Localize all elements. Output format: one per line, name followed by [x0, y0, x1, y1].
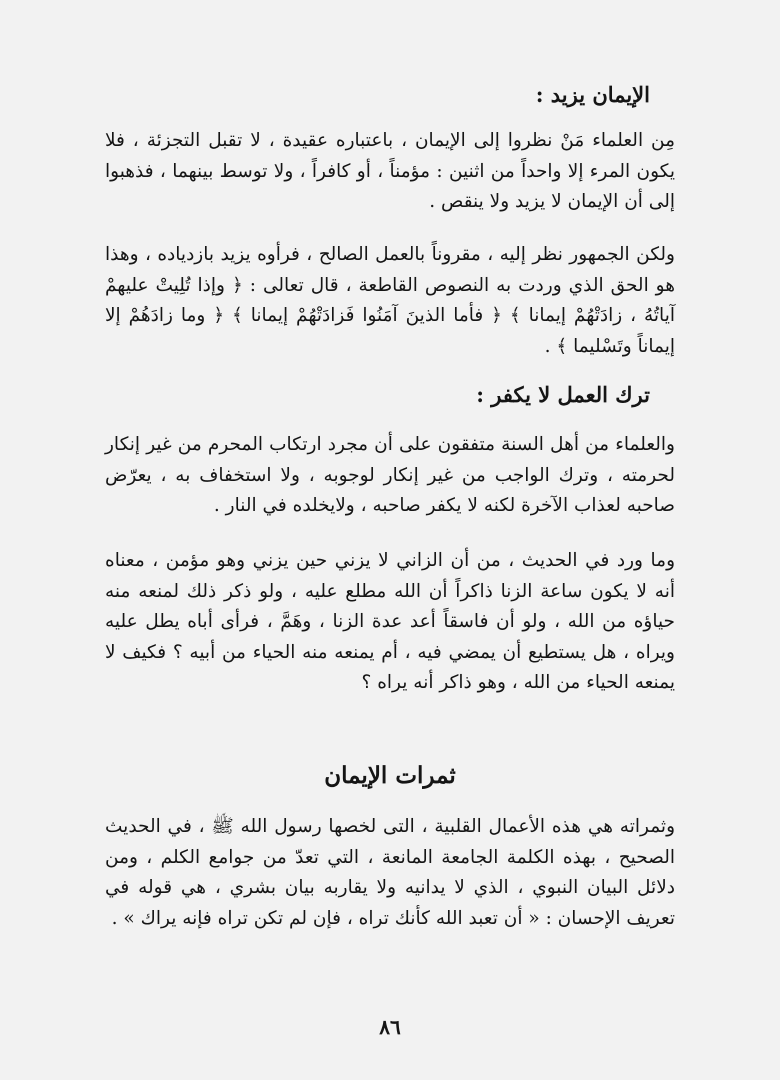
paragraph-scholars-view: مِن العلماء مَنْ نظروا إلى الإيمان ، باعتباره عقيدة ، لا تقبل التجزئة ، فلا يكون المرء إلا واحداً من اثنين : مؤمناً ، أو كافراً ، ولا توسط بينهما ، فذهبوا إلى أن الإيمان لا يزيد ولا ينقص . [105, 130, 675, 212]
paragraph-ahl-sunnah: والعلماء من أهل السنة متفقون على أن مجرد ارتكاب المحرم من غير إنكار لحرمته ، وترك الواجب من غير إنكار لوجوبه ، ولا استخفاف به ، يعرّض صاحبه لعذاب الآخرة لكنه لا يكفر صاحبه ، ولايخلده في النار . [105, 434, 675, 516]
paragraph-hadith-zani: وما ورد في الحديث ، من أن الزاني لا يزني حين يزني وهو مؤمن ، معناه أنه لا يكون ساعة الزنا ذاكراً أن الله مطلع عليه ، ولو ذكر ذلك لمنعه منه حياؤه من الله ، ولو أن فاسقاً أعد عدة الزنا ، وهَمَّ ، فرأى أباه يطل عليه ويراه ، هل يستطيع أن يمضي فيه ، أم يمنعه منه الحياء من أبيه ؟ فكيف لا يمنعه الحياء من الله ، وهو ذاكر أنه يراه ؟ [105, 550, 675, 693]
section-heading-abandoning-deeds: ترك العمل لا يكفر : [476, 382, 650, 407]
section-heading-fruits-of-faith: ثمرات الإيمان [324, 762, 456, 789]
paragraph-fruits: وثمراته هي هذه الأعمال القلبية ، التى لخصها رسول الله ﷺ ، في الحديث الصحيح ، بهذه الكلمة الجامعة المانعة ، التي تعدّ من جوامع الكلم ، ومن دلائل البيان النبوي ، الذي لا يدانيه ولا يقاربه بيان بشري ، هي قوله في تعريف الإحسان : « أن تعبد الله كأنك تراه ، فإن لم تكن تراه فإنه يراك » . [105, 816, 675, 929]
paragraph-majority-view: ولكن الجمهور نظر إليه ، مقروناً بالعمل الصالح ، فرأوه يزيد بازدياده ، وهذا هو الحق الذي وردت به النصوص القاطعة ، قال تعالى : ﴿ وإذا تُلِيتْ عليهمْ آياتُهُ ، زادَتْهُمْ إيمانا ﴾ ﴿ فأما الذينَ آمَنُوا فَزادَتْهُمْ إيمانا ﴾ ﴿ وما زادَهُمْ إلا إيماناً وتَسْليما ﴾ . [105, 244, 675, 357]
section-heading-faith-increases: الإيمان يزيد : [535, 82, 650, 107]
page-number: ٨٦ [379, 1015, 401, 1039]
